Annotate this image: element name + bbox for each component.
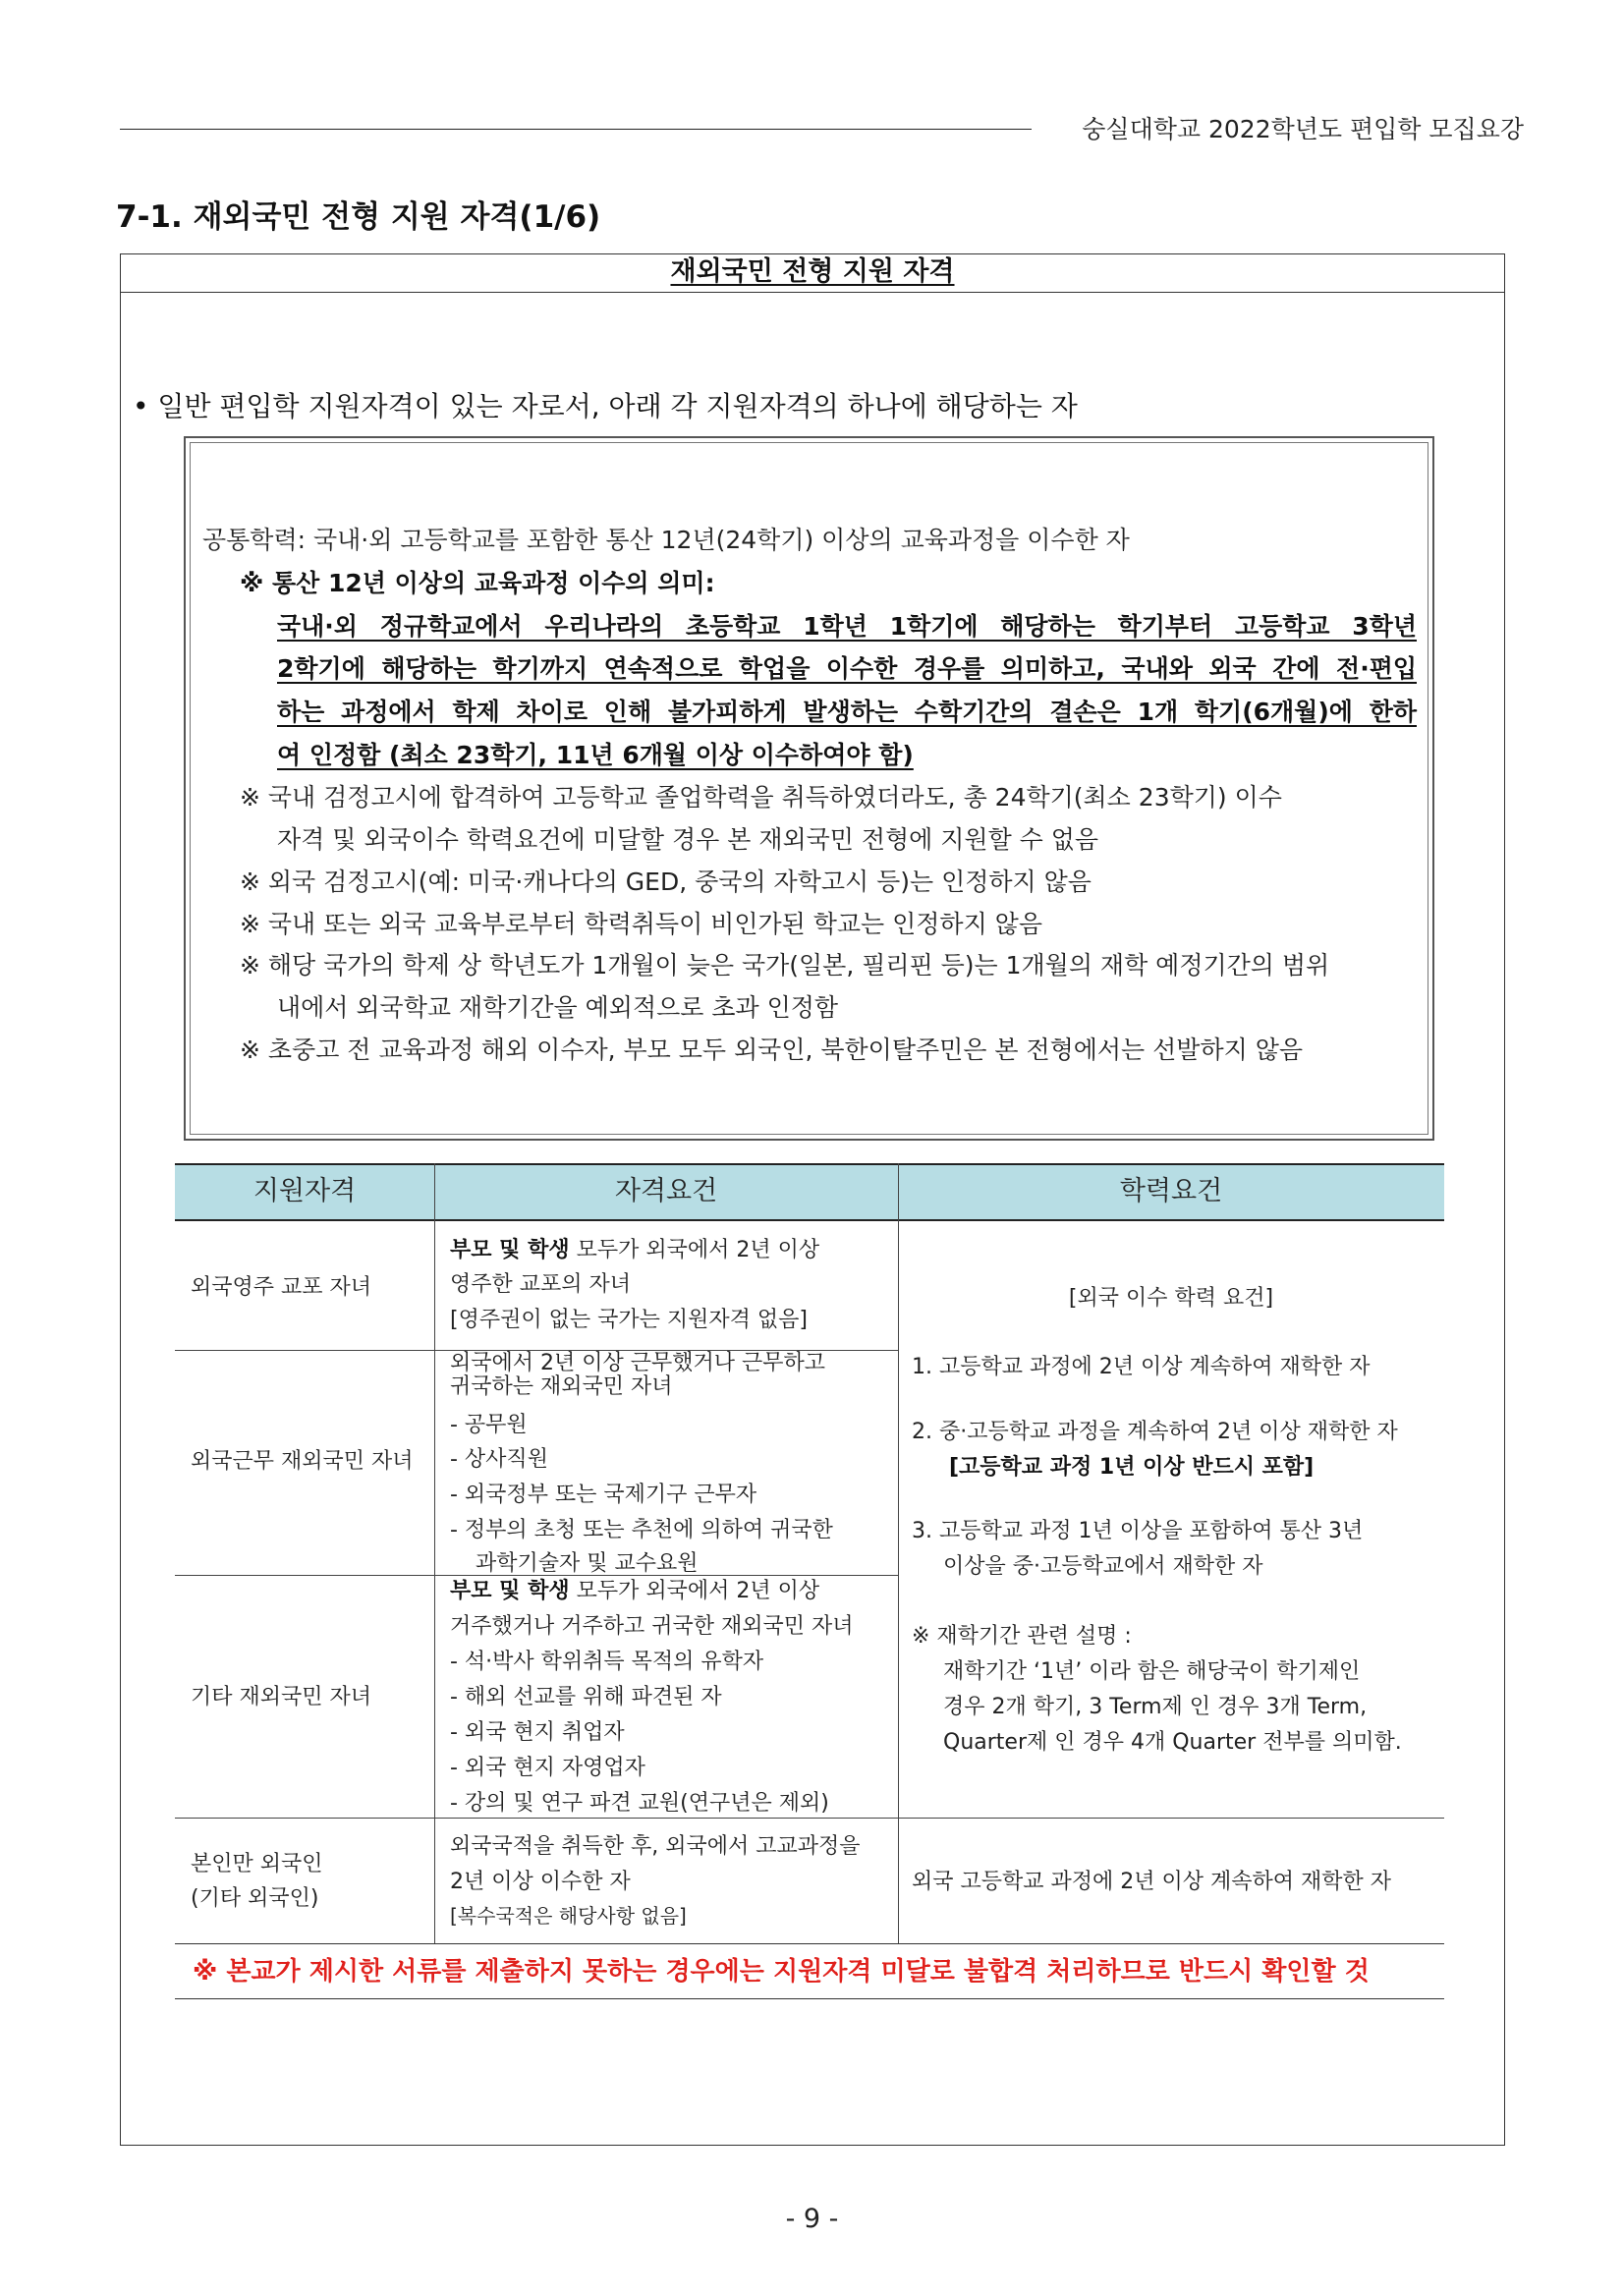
table-cell-requirement: 과학기술자 및 교수요원 bbox=[476, 1551, 699, 1576]
column-header: 지원자격 bbox=[252, 1176, 357, 1206]
table-divider bbox=[175, 1998, 1444, 1999]
table-cell-requirement: 부모 및 학생 모두가 외국에서 2년 이상 bbox=[450, 1579, 820, 1603]
note-item: ※ 국내 또는 외국 교육부로부터 학력취득이 비인가된 학교는 인정하지 않음 bbox=[240, 910, 1042, 938]
education-note: ※ 재학기간 관련 설명 : bbox=[912, 1624, 1132, 1649]
table-cell-requirement: - 외국 현지 취업자 bbox=[450, 1720, 625, 1745]
table-cell-requirement: - 상사직원 bbox=[450, 1447, 548, 1472]
section-title: 7-1. 재외국민 전형 지원 자격(1/6) bbox=[116, 199, 601, 235]
table-cell-requirement: - 정부의 초청 또는 추천에 의하여 귀국한 bbox=[450, 1518, 833, 1542]
note-item: 자격 및 외국이수 학력요건에 미달할 경우 본 재외국민 전형에 지원할 수 없음 bbox=[277, 825, 1099, 854]
table-cell-requirement: [복수국적은 해당사항 없음] bbox=[450, 1904, 687, 1928]
note-item: 내에서 외국학교 재학기간을 예외적으로 초과 인정함 bbox=[277, 993, 839, 1022]
education-item: 이상을 중·고등학교에서 재학한 자 bbox=[943, 1554, 1263, 1579]
table-cell-requirement: 귀국하는 재외국민 자녀 bbox=[450, 1374, 673, 1399]
education-title: [외국 이수 학력 요건] bbox=[1068, 1286, 1274, 1311]
table-cell-qualification: 기타 재외국민 자녀 bbox=[191, 1685, 372, 1709]
table-cell-requirement: - 해외 선교를 위해 파견된 자 bbox=[450, 1685, 722, 1709]
note-item: ※ 해당 국가의 학제 상 학년도가 1개월이 늦은 국가(일본, 필리핀 등)는 1개월의 재학 예정기간의 범위 bbox=[240, 951, 1330, 980]
header-rule bbox=[120, 129, 1032, 130]
bullet-statement: • 일반 편입학 지원자격이 있는 자로서, 아래 각 지원자격의 하나에 해당하는 자 bbox=[133, 390, 1078, 422]
box-title: 재외국민 전형 지원 자격 bbox=[120, 253, 1505, 293]
common-line: 공통학력: 국내·외 고등학교를 포함한 통산 12년(24학기) 이상의 교육과정을 이수한 자 bbox=[202, 526, 1130, 554]
table-cell-requirement: - 외국정부 또는 국제기구 근무자 bbox=[450, 1483, 757, 1507]
table-cell-requirement: 영주한 교포의 자녀 bbox=[450, 1272, 632, 1297]
education-item: [고등학교 과정 1년 이상 반드시 포함] bbox=[949, 1455, 1315, 1480]
education-note: 재학기간 ‘1년’ 이라 함은 해당국이 학기제인 bbox=[943, 1659, 1361, 1684]
table-cell-qualification: 외국근무 재외국민 자녀 bbox=[191, 1449, 414, 1474]
table-cell-qualification: 외국영주 교포 자녀 bbox=[191, 1275, 372, 1300]
table-cell-qualification: 본인만 외국인 bbox=[191, 1852, 323, 1876]
header-title: 숭실대학교 2022학년도 편입학 모집요강 bbox=[1082, 115, 1524, 143]
note-head: ※ 통산 12년 이상의 교육과정 이수의 의미: bbox=[240, 569, 715, 597]
table-cell-requirement: 거주했거나 거주하고 귀국한 재외국민 자녀 bbox=[450, 1614, 854, 1639]
note-item: ※ 초중고 전 교육과정 해외 이수자, 부모 모두 외국인, 북한이탈주민은 본 전형에서는 선발하지 않음 bbox=[240, 1036, 1304, 1064]
table-divider bbox=[434, 1163, 435, 1943]
table-cell-requirement: 외국에서 2년 이상 근무했거나 근무하고 bbox=[450, 1351, 826, 1375]
table-cell-requirement: - 강의 및 연구 파견 교원(연구년은 제외) bbox=[450, 1791, 829, 1816]
table-cell-requirement: [영주권이 없는 국가는 지원자격 없음] bbox=[450, 1308, 808, 1332]
table-divider bbox=[175, 1943, 1444, 1944]
table-cell-education: 외국 고등학교 과정에 2년 이상 계속하여 재학한 자 bbox=[912, 1870, 1391, 1894]
table-cell-requirement: 2년 이상 이수한 자 bbox=[450, 1870, 631, 1894]
column-header: 자격요건 bbox=[614, 1176, 718, 1206]
education-item: 1. 고등학교 과정에 2년 이상 계속하여 재학한 자 bbox=[912, 1355, 1371, 1379]
note-line: 국내·외 정규학교에서 우리나라의 초등학교 1학년 1학기에 해당하는 학기부터 고등학교 3학년 bbox=[277, 612, 1417, 641]
warning-note: ※ 본교가 제시한 서류를 제출하지 못하는 경우에는 지원자격 미달로 불합격 처리하므로 반드시 확인할 것 bbox=[193, 1957, 1370, 1987]
education-item: 2. 중·고등학교 과정을 계속하여 2년 이상 재학한 자 bbox=[912, 1420, 1398, 1444]
education-item: 3. 고등학교 과정 1년 이상을 포함하여 통산 3년 bbox=[912, 1519, 1364, 1543]
table-cell-requirement: - 외국 현지 자영업자 bbox=[450, 1756, 645, 1780]
table-cell-requirement: - 석·박사 학위취득 목적의 유학자 bbox=[450, 1650, 764, 1674]
column-header: 학력요건 bbox=[1119, 1176, 1223, 1206]
table-cell-requirement: 부모 및 학생 모두가 외국에서 2년 이상 bbox=[450, 1238, 820, 1262]
table-cell-qualification: (기타 외국인) bbox=[191, 1886, 319, 1911]
education-note: Quarter제 인 경우 4개 Quarter 전부를 의미함. bbox=[943, 1730, 1402, 1755]
note-line: 여 인정함 (최소 23학기, 11년 6개월 이상 이수하여야 함) bbox=[277, 741, 914, 769]
note-line: 하는 과정에서 학제 차이로 인해 불가피하게 발생하는 수학기간의 결손은 1개 학기(6개월)에 한하 bbox=[277, 698, 1417, 726]
note-line: 2학기에 해당하는 학기까지 연속적으로 학업을 이수한 경우를 의미하고, 국내와 외국 간에 전·편입 bbox=[277, 654, 1417, 683]
note-item: ※ 외국 검정고시(예: 미국·캐나다의 GED, 중국의 자학고시 등)는 인정하지 않음 bbox=[240, 868, 1092, 896]
education-note: 경우 2개 학기, 3 Term제 인 경우 3개 Term, bbox=[943, 1695, 1368, 1719]
table-cell-requirement: - 공무원 bbox=[450, 1413, 528, 1437]
note-item: ※ 국내 검정고시에 합격하여 고등학교 졸업학력을 취득하였더라도, 총 24학기(최소 23학기) 이수 bbox=[240, 783, 1282, 812]
page-number: - 9 - bbox=[785, 2204, 839, 2234]
table-cell-requirement: 외국국적을 취득한 후, 외국에서 고교과정을 bbox=[450, 1834, 861, 1859]
